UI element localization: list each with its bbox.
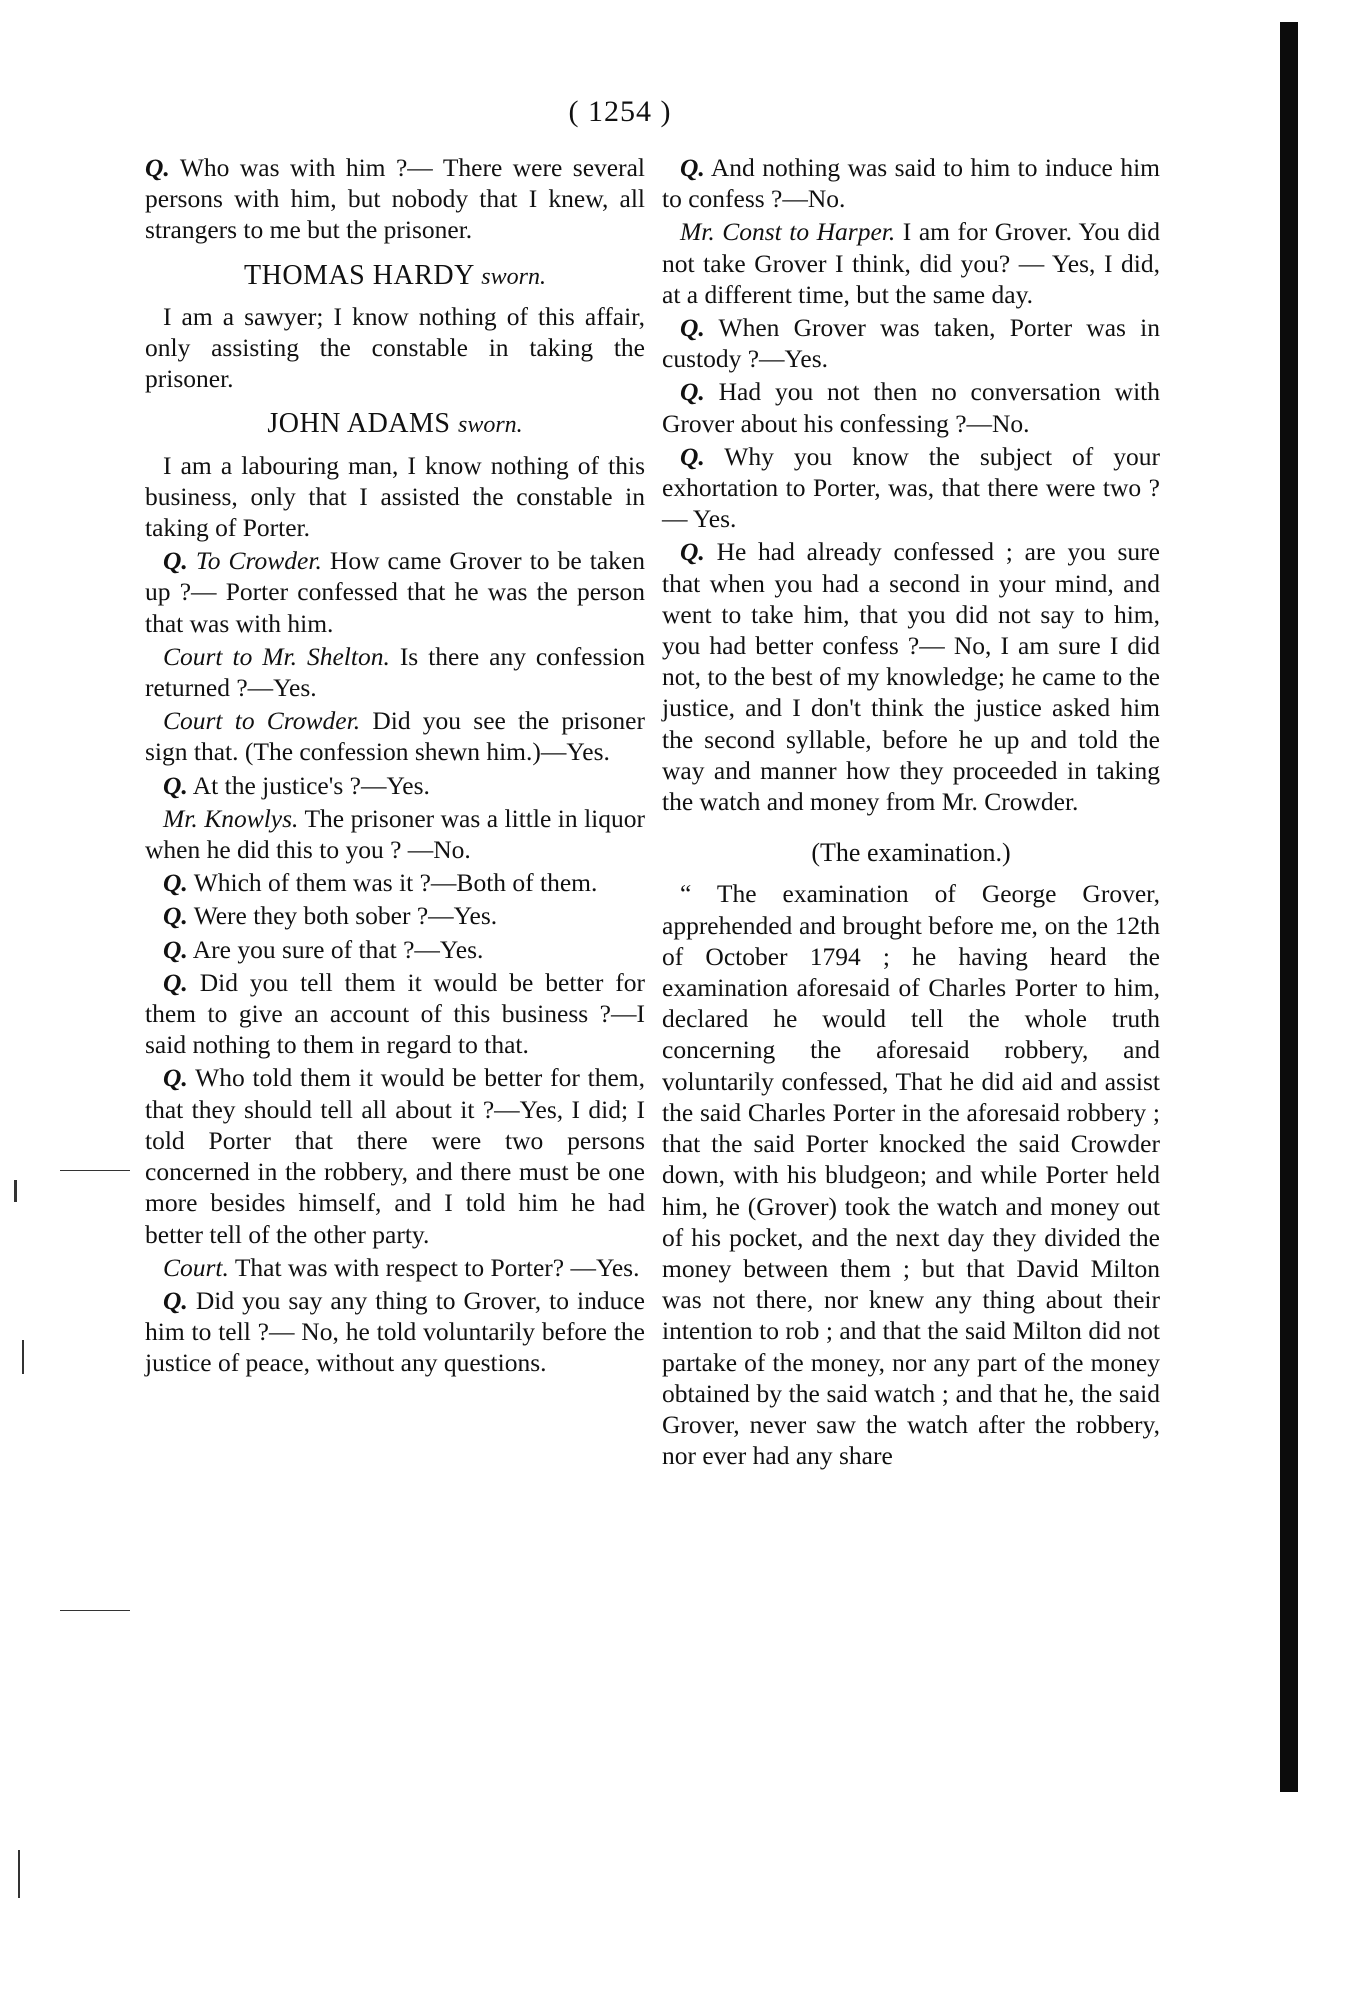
question-marker: Q. [680,441,705,471]
witness-name: THOMAS HARDY [244,259,474,291]
examination-heading: (The examination.) [811,838,1011,868]
question-paragraph [662,536,1160,817]
speaker-label: Court to Mr. Shelton. [163,641,390,671]
question-marker: Q. [163,1063,188,1093]
sworn-label: sworn. [457,412,523,439]
speaker-label: Court to Crowder. [163,706,361,736]
speaker-label: Mr. Const to Harper. [680,217,896,247]
court-paragraph [145,1252,645,1283]
paragraph-text: Had you not then no conversation with Grover about his confessing ?—No. [662,377,1160,438]
margin-mark [14,1180,17,1202]
paragraph-text: Were they both sober ?—Yes. [187,901,498,931]
witness-heading [145,408,645,441]
question-paragraph [145,900,645,931]
question-paragraph [662,152,1160,214]
question-paragraph [145,934,645,965]
question-paragraph [662,376,1160,438]
question-marker: Q. [163,901,188,931]
question-paragraph [145,770,645,801]
paragraph-text: And nothing was said to him to induce him to confess ?—No. [662,153,1160,214]
paragraph-text: Are you sure of that ?—Yes. [187,934,484,964]
testimony-paragraph [145,450,645,544]
question-paragraph [145,967,645,1061]
question-marker: Q. [163,546,188,576]
question-paragraph [145,867,645,898]
paragraph-text: I am a labouring man, I know nothing of this business, only that I assisted the constable in taking of Porter. [145,450,645,543]
margin-mark [60,1170,130,1171]
paragraph-text: That was with respect to Porter? —Yes. [228,1252,640,1282]
speaker-label: Mr. Knowlys. [163,803,299,833]
court-paragraph [145,641,645,703]
margin-mark [22,1340,24,1374]
question-marker: Q. [163,770,188,800]
speaker-label: To Crowder. [187,546,322,576]
examination-text [662,878,1160,1471]
margin-mark [60,1610,130,1611]
paragraph-text: The prisoner was a little in liquor when he did this to you ? —No. [145,803,645,865]
question-marker: Q. [680,377,705,407]
paragraph-text: Did you tell them it would be better for them to give an account of this business ?—I said nothing to them in regard to that. [145,967,645,1060]
paragraph-text: “ The examination of George Grover, apprehended and brought before me, on the 12th of October 1794 ; he having heard the examination aforesaid of Charles Porter to him, declared he would tell the whole truth concerning the aforesaid robbery, and voluntarily confessed, That he did aid and assist the said Charles Porter in the aforesaid robbery ; that the said Porter knocked the said Crowder down, with his bludgeon; and while Porter held him, he (Grover) took the watch and money out of his pocket, and the next day they divided the money between them ; but that David Milton was not there, nor knew any thing about their intention to rob ; and that the said Milton did not partake of the money, nor any part of the money obtained by the said watch ; and that he, the said Grover, never saw the watch after the robbery, nor ever had any share [662,879,1160,1471]
question-paragraph [662,441,1160,535]
page-number: ( 1254 ) [568,95,672,128]
counsel-paragraph [662,216,1160,310]
question-marker: Q. [680,537,705,567]
paragraph-text: Who told them it would be better for them, that they should tell all about it ?—Yes, I did; I told Porter that there were two persons concerned in the robbery, and there must be one more besides himself, and I told him he had better tell of the other party. [145,1063,645,1249]
paragraph-text: Did you see the prisoner sign that. (The confession shewn him.)—Yes. [145,706,645,767]
paragraph-text: How came Grover to be taken up ?— Porter confessed that he was the person that was with him. [145,546,645,638]
court-paragraph [145,705,645,767]
paragraph-text: Did you say any thing to Grover, to induce him to tell ?— No, he told voluntarily before the justice of peace, without any questions. [145,1285,645,1378]
question-paragraph [145,545,645,639]
question-paragraph [145,1062,645,1249]
witness-name: JOHN ADAMS [267,408,451,440]
paragraph-text: Who was with him ?— There were several persons with him, but nobody that I knew, all strangers to me but the prisoner. [145,153,645,245]
testimony-paragraph [145,301,645,395]
counsel-paragraph [145,803,645,865]
paragraph-text: Which of them was it ?—Both of them. [187,868,598,898]
question-marker: Q. [163,868,188,898]
question-paragraph [662,312,1160,374]
question-marker: Q. [145,153,170,182]
scan-edge-bar [1280,22,1298,1792]
question-marker: Q. [163,934,188,964]
question-paragraph [145,1285,645,1379]
paragraph-text: I am a sawyer; I know nothing of this affair, only assisting the constable in taking the prisoner. [145,301,645,394]
question-marker: Q. [680,153,705,182]
paragraph-text: When Grover was taken, Porter was in custody ?—Yes. [662,313,1160,374]
right-column [662,152,1160,1473]
paragraph-text: At the justice's ?—Yes. [187,770,430,800]
paragraph-text: Why you know the subject of your exhortation to Porter, was, that there were two ?— Yes. [662,441,1160,534]
paragraph-text: Is there any confession returned ?—Yes. [145,641,645,703]
question-marker: Q. [163,967,188,997]
paragraph-text: He had already confessed ; are you sure that when you had a second in your mind, and went to take him, that you did not say to him, you had better confess ?— No, I am sure I did not, to the best of my knowledge; he came to the justice, and I don't think the justice asked him the second syllable, before he up and told the way and manner how they proceeded in taking the watch and money from Mr. Crowder. [662,537,1160,817]
question-marker: Q. [680,313,705,343]
speaker-label: Court. [163,1252,229,1282]
left-column [145,152,645,1381]
question-marker: Q. [163,1285,188,1315]
margin-mark [18,1850,20,1898]
sworn-label: sworn. [481,263,546,290]
question-paragraph [145,152,645,246]
paragraph-text: I am for Grover. You did not take Grover I think, did you? — Yes, I did, at a different time, but the same day. [662,217,1160,309]
witness-heading [145,260,645,293]
